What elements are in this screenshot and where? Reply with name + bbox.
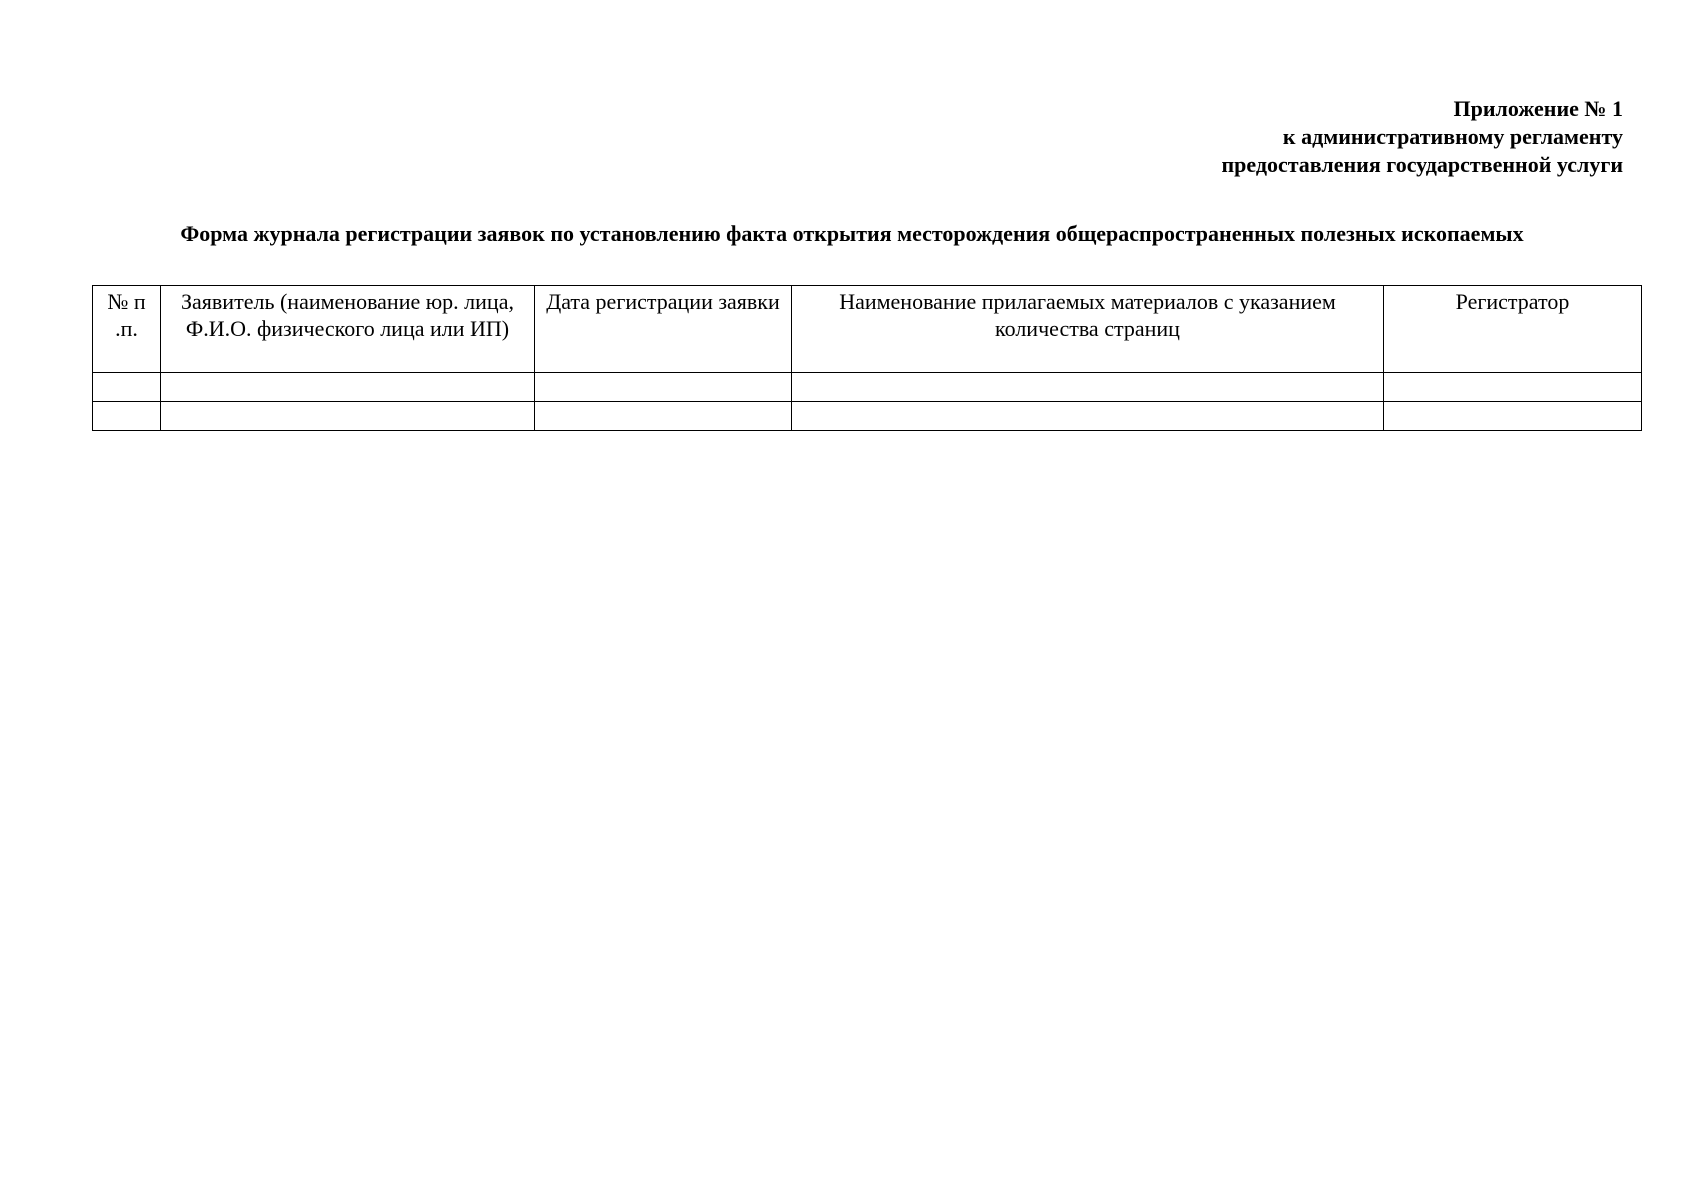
appendix-regulation-ref: к административному регламенту: [1282, 124, 1623, 149]
appendix-header: [1221, 95, 1623, 179]
appendix-service-ref: предоставления государственной услуги: [1221, 152, 1623, 177]
table-header-row: [93, 286, 1642, 373]
form-title: Форма журнала регистрации заявок по установлению факта открытия месторождения общераспространенных полезных ископаемых: [180, 221, 1524, 246]
registration-journal-table: [92, 285, 1642, 431]
table-row: [93, 402, 1642, 431]
header-registrar: Регистратор: [1384, 286, 1642, 373]
table-cell: [535, 402, 792, 431]
table-cell: [792, 402, 1384, 431]
table-cell: [93, 373, 161, 402]
appendix-number: Приложение № 1: [1453, 96, 1623, 121]
header-attached-materials: Наименование прилагаемых материалов с указанием количества страниц: [792, 286, 1384, 373]
table-cell: [535, 373, 792, 402]
table-cell: [1384, 402, 1642, 431]
table-cell: [93, 402, 161, 431]
table-cell: [161, 402, 535, 431]
table-cell: [792, 373, 1384, 402]
table-row: [93, 373, 1642, 402]
table-cell: [161, 373, 535, 402]
table-cell: [1384, 373, 1642, 402]
header-applicant: Заявитель (наименование юр. лица, Ф.И.О. физического лица или ИП): [161, 286, 535, 373]
header-number: № п .п.: [93, 286, 161, 373]
header-registration-date: Дата регистрации заявки: [535, 286, 792, 373]
